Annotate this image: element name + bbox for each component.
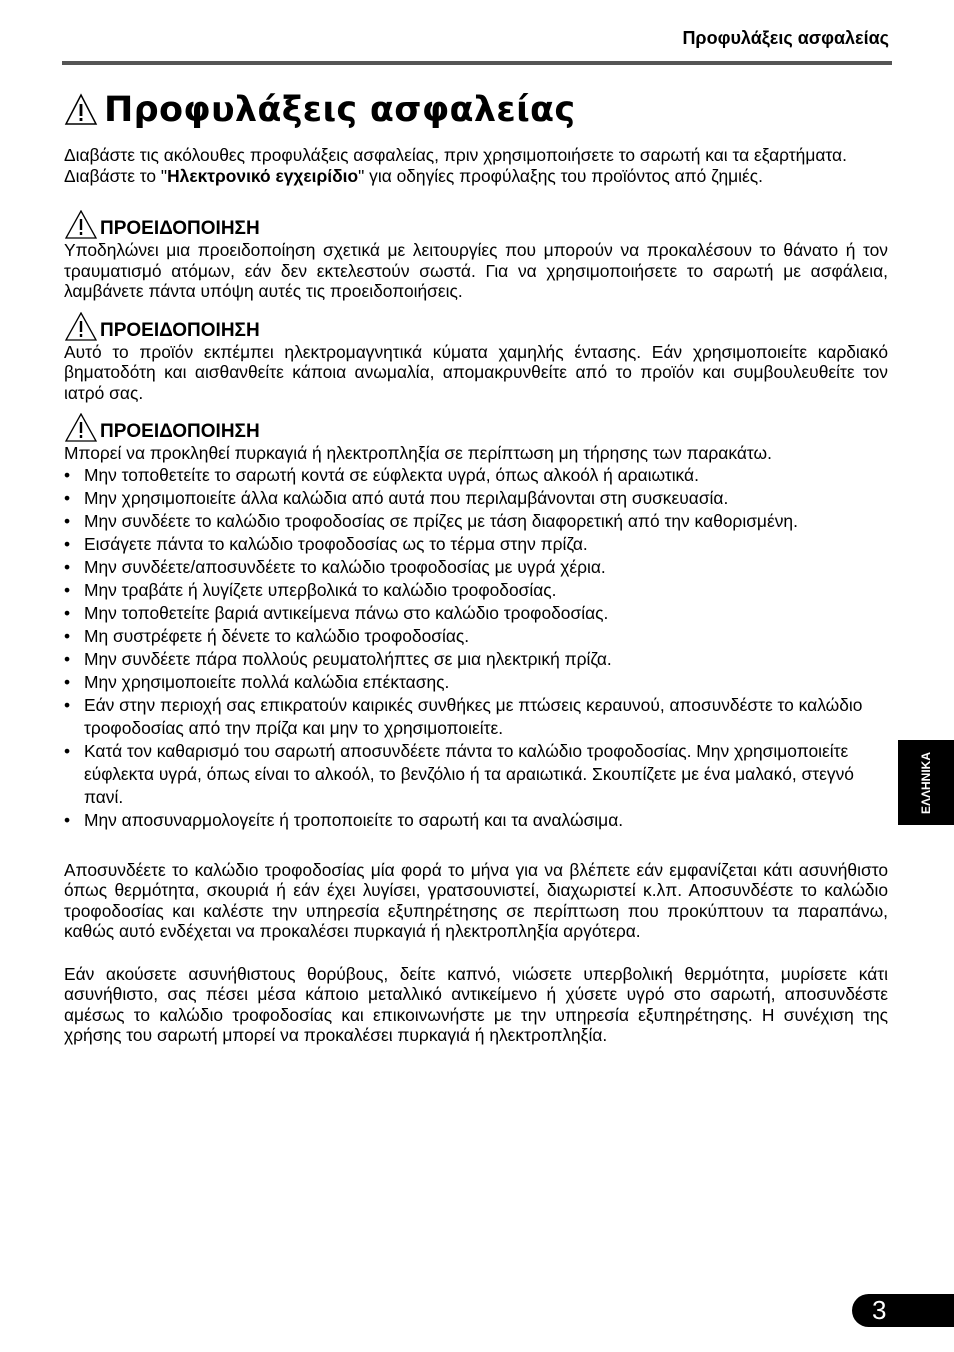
list-item: • Μη συστρέφετε ή δένετε το καλώδιο τροφοδοσίας. bbox=[64, 625, 888, 648]
warning-heading-label: ΠΡΟΕΙΔΟΠΟΙΗΣΗ bbox=[100, 421, 260, 442]
electronic-manual-reference: Ηλεκτρονικό εγχειρίδιο bbox=[167, 165, 359, 186]
list-item: • Κατά τον καθαρισμό του σαρωτή αποσυνδέετε πάντα το καλώδιο τροφοδοσίας. Μην χρησιμοποιείτε εύφλεκτα υγρά, όπως είναι το αλκοόλ, το βενζόλιο ή τα αραιωτικά. Σκουπίζετε με ένα μαλακό, στεγνό πανί. bbox=[64, 740, 888, 809]
spacer bbox=[64, 942, 888, 964]
list-item: • Μην συνδέετε πάρα πολλούς ρευματολήπτες σε μια ηλεκτρική πρίζα. bbox=[64, 648, 888, 671]
list-item: • Μην τοποθετείτε το σαρωτή κοντά σε εύφλεκτα υγρά, όπως αλκοόλ ή αραιωτικά. bbox=[64, 464, 888, 487]
page-title-block bbox=[64, 90, 575, 130]
warning-heading-label: ΠΡΟΕΙΔΟΠΟΙΗΣΗ bbox=[100, 218, 260, 239]
document-body bbox=[64, 145, 888, 1046]
list-item: • Εάν στην περιοχή σας επικρατούν καιρικές συνθήκες με πτώσεις κεραυνού, αποσυνδέστε το καλώδιο τροφοδοσίας από την πρίζα και μην το χρησιμοποιείτε. bbox=[64, 694, 888, 740]
warning-triangle-icon bbox=[64, 413, 98, 443]
language-tab-label: ΕΛΛΗΝΙΚΑ bbox=[919, 751, 933, 814]
cable-inspection-paragraph: Αποσυνδέετε το καλώδιο τροφοδοσίας μία φορά το μήνα για να βλέπετε εάν εμφανίζεται κάτι ασυνήθιστο όπως θερμότητα, σκουριά ή εάν έχει λυγίσει, γρατσουνιστεί, διαχωριστεί κ.λπ. Αποσυνδέστε το καλώδιο τροφοδοσίας και καλέστε την υπηρεσία εξυπηρέτησης σε περίπτωση που προκύπτουν τα παραπάνω, καθώς αυτό ενδέχεται να προκαλέσει πυρκαγιά ή ηλεκτροπληξία αργότερα. bbox=[64, 859, 888, 941]
language-tab bbox=[898, 740, 954, 825]
warning-heading-1 bbox=[64, 210, 888, 240]
warning-triangle-icon bbox=[64, 312, 98, 342]
warning-text-3: Μπορεί να προκληθεί πυρκαγιά ή ηλεκτροπληξία σε περίπτωση μη τήρησης των παρακάτω. bbox=[64, 443, 772, 463]
list-item: • Μην συνδέετε/αποσυνδέετε το καλώδιο τροφοδοσίας με υγρά χέρια. bbox=[64, 556, 888, 579]
warning-triangle-icon bbox=[64, 93, 98, 127]
intro-paragraph: Διαβάστε τις ακόλουθες προφυλάξεις ασφαλείας, πριν χρησιμοποιήσετε το σαρωτή και τα εξαρτήματα. bbox=[64, 145, 847, 165]
intro-manual-note bbox=[64, 166, 888, 187]
warning-heading-label: ΠΡΟΕΙΔΟΠΟΙΗΣΗ bbox=[100, 319, 260, 341]
emergency-paragraph: Εάν ακούσετε ασυνήθιστους θορύβους, δείτε καπνό, νιώσετε υπερβολική θερμότητα, μυρίσετε κάτι ασυνήθιστο, σας πέσει μέσα κάποιο μεταλλικό αντικείμενο ή χύσετε υγρό στο σαρωτή, αποσυνδέστε αμέσως το καλώδιο τροφοδοσίας και επικοινωνήστε με την υπηρεσία εξυπηρέτησης. Η συνέχιση της χρήσης του σαρωτή μπορεί να προκαλέσει πυρκαγιά ή ηλεκτροπληξία. bbox=[64, 963, 888, 1045]
warning-text-1: Υποδηλώνει μια προειδοποίηση σχετικά με λειτουργίες που μπορούν να προκαλέσουν το θάνατο ή τον τραυματισμό ατόμων, εάν δεν εκτελεστούν σωστά. Για να χρησιμοποιήσετε το σαρωτή με ασφάλεια, λαμβάνετε πάντα υπόψη αυτές τις προειδοποιήσεις. bbox=[64, 240, 888, 301]
list-item: • Μην αποσυναρμολογείτε ή τροποποιείτε το σαρωτή και τα αναλώσιμα. bbox=[64, 809, 888, 832]
list-item: • Μην χρησιμοποιείτε πολλά καλώδια επέκτασης. bbox=[64, 671, 888, 694]
warning-heading-2 bbox=[64, 312, 888, 342]
fire-hazard-list bbox=[64, 464, 888, 832]
list-item: • Μην χρησιμοποιείτε άλλα καλώδια από αυτά που περιλαμβάνονται στη συσκευασία. bbox=[64, 487, 888, 510]
list-item: • Μην τραβάτε ή λυγίζετε υπερβολικά το καλώδιο τροφοδοσίας. bbox=[64, 579, 888, 602]
warning-heading-3 bbox=[64, 413, 888, 443]
warning-text-2: Αυτό το προϊόν εκπέμπει ηλεκτρομαγνητικά κύματα χαμηλής έντασης. Εάν χρησιμοποιείτε καρδιακό βηματοδότη και αισθανθείτε κάποια ανωμαλία, απομακρυνθείτε από το προϊόν και συμβουλευθείτε τον ιατρό σας. bbox=[64, 341, 888, 403]
page-number-tab bbox=[852, 1294, 954, 1327]
running-header-title: Προφυλάξεις ασφαλείας bbox=[682, 28, 889, 48]
intro-text-after: " για οδηγίες προφύλαξης του προϊόντος από ζημιές. bbox=[358, 165, 764, 186]
page-number: 3 bbox=[872, 1295, 887, 1325]
warning-triangle-icon bbox=[64, 210, 98, 240]
intro-text-before: Διαβάστε το " bbox=[64, 165, 168, 186]
list-item: • Μην συνδέετε το καλώδιο τροφοδοσίας σε πρίζες με τάση διαφορετική από την καθορισμένη. bbox=[64, 510, 888, 533]
list-item: • Εισάγετε πάντα το καλώδιο τροφοδοσίας ως το τέρμα στην πρίζα. bbox=[64, 533, 888, 556]
list-item: • Μην τοποθετείτε βαριά αντικείμενα πάνω στο καλώδιο τροφοδοσίας. bbox=[64, 602, 888, 625]
spacer bbox=[64, 832, 888, 860]
page-title: Προφυλάξεις ασφαλείας bbox=[104, 90, 576, 130]
header-rule bbox=[62, 61, 892, 65]
